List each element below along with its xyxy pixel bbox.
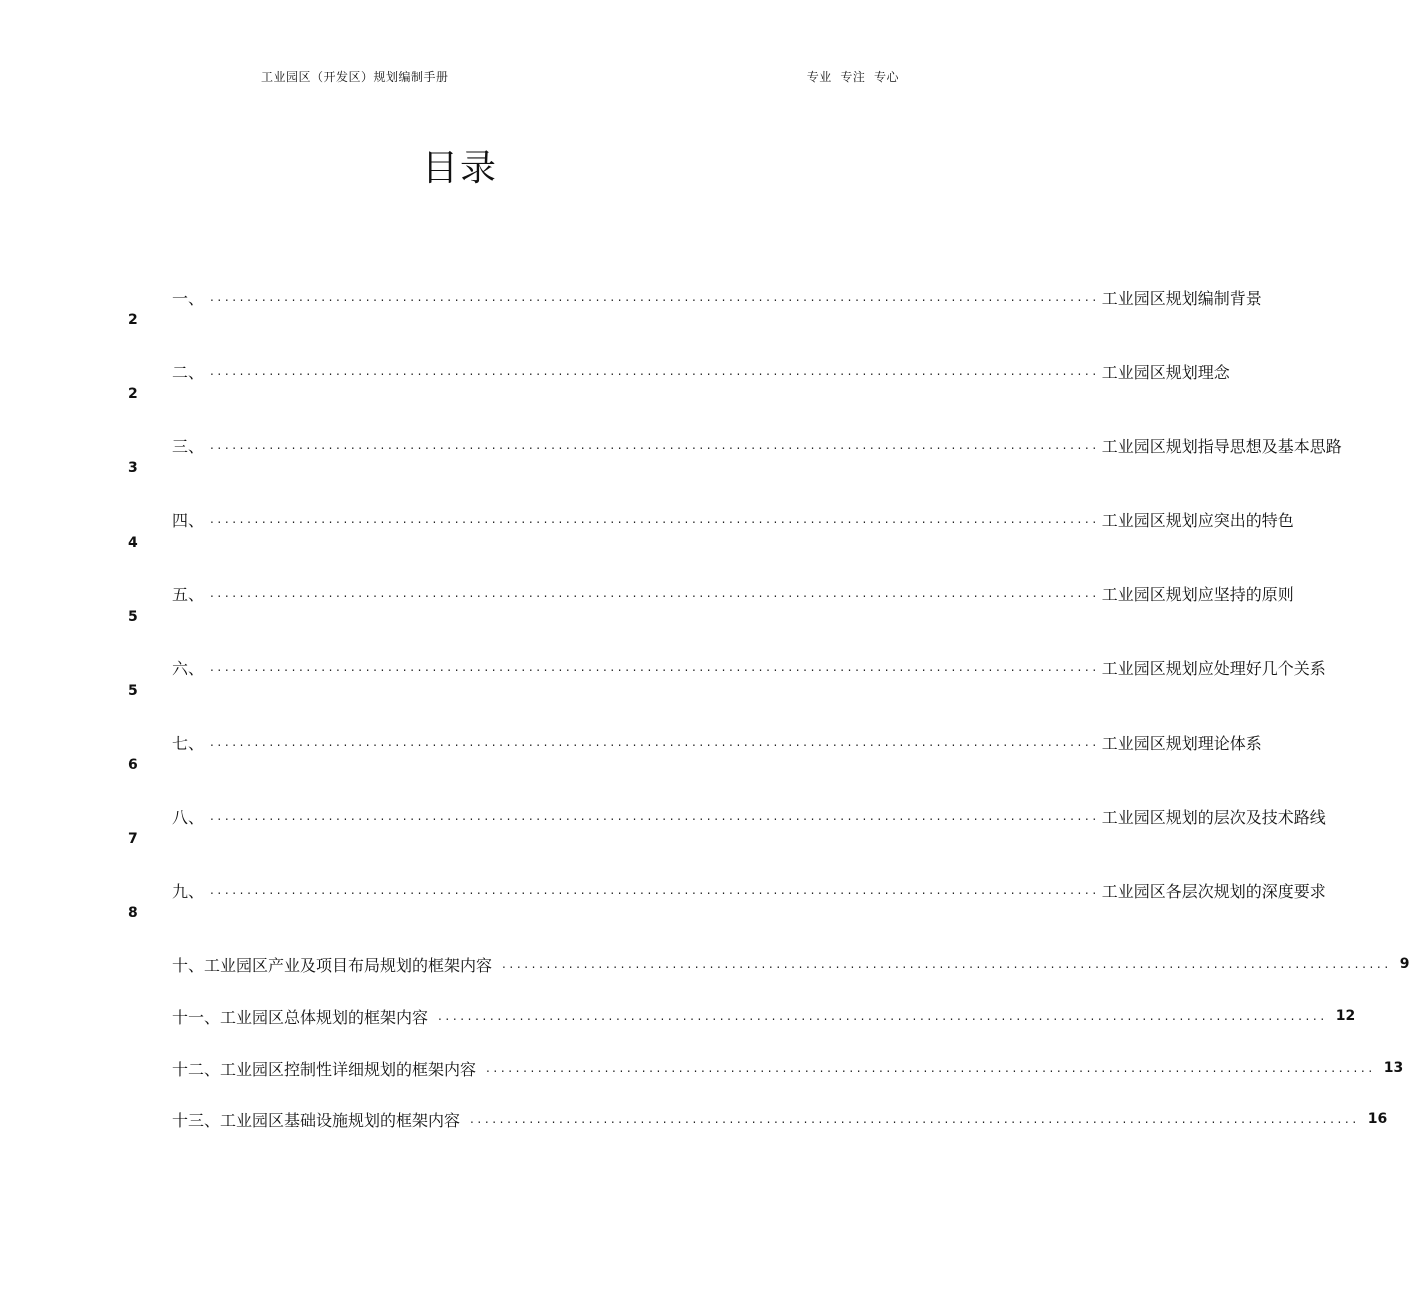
toc-entry-title: 工业园区规划理念	[1101, 362, 1230, 382]
toc-entry-page-number: 6	[128, 757, 138, 773]
toc-dot-leader: ........................................................................................................................	[486, 1061, 1376, 1075]
toc-entry[interactable]	[172, 876, 1326, 904]
toc-entry-title: 工业园区规划理论体系	[1101, 733, 1262, 753]
toc-entry[interactable]	[172, 357, 1230, 385]
toc-dot-leader: ........................................................................................................................	[210, 809, 1100, 823]
toc-entry-number: 七、	[172, 733, 205, 753]
toc-entry-number: 三、	[172, 436, 205, 456]
toc-entry[interactable]	[172, 431, 1342, 459]
toc-dot-leader: ........................................................................................................................	[502, 957, 1392, 971]
toc-entry-page-number: 5	[128, 609, 138, 625]
toc-entry-number: 九、	[172, 881, 205, 901]
toc-entry-page-number: 9	[1399, 956, 1410, 972]
toc-entry-page-number: 16	[1367, 1111, 1388, 1127]
toc-entry-page-number: 7	[128, 831, 138, 847]
toc-entry[interactable]	[172, 1002, 1356, 1030]
toc-entry-number: 五、	[172, 584, 205, 604]
running-header-title: 工业园区（开发区）规划编制手册	[261, 70, 449, 84]
toc-entry-title: 工业园区规划指导思想及基本思路	[1101, 436, 1342, 456]
toc-entry[interactable]	[172, 1105, 1388, 1133]
toc-dot-leader: ........................................................................................................................	[210, 883, 1100, 897]
toc-entry-title: 十三、工业园区基础设施规划的框架内容	[172, 1110, 461, 1130]
toc-entry-number: 一、	[172, 288, 205, 308]
toc-dot-leader: ........................................................................................................................	[210, 364, 1100, 378]
toc-entry-number: 八、	[172, 807, 205, 827]
toc-dot-leader: ........................................................................................................................	[210, 660, 1100, 674]
running-header-slogan: 专业 专注 专心	[806, 70, 899, 84]
toc-entry[interactable]	[172, 653, 1326, 681]
toc-dot-leader: ........................................................................................................................	[210, 438, 1100, 452]
toc-entry-title: 工业园区规划应处理好几个关系	[1101, 658, 1326, 678]
toc-dot-leader: ........................................................................................................................	[438, 1009, 1328, 1023]
toc-entry-page-number: 12	[1335, 1008, 1356, 1024]
toc-entry-title: 工业园区规划编制背景	[1101, 288, 1262, 308]
toc-entry-page-number: 4	[128, 535, 138, 551]
toc-entry-number: 六、	[172, 658, 205, 678]
toc-entry-title: 十、工业园区产业及项目布局规划的框架内容	[172, 955, 493, 975]
toc-entry-title: 工业园区各层次规划的深度要求	[1101, 881, 1326, 901]
toc-entry[interactable]	[172, 950, 1410, 978]
toc-entry[interactable]	[172, 505, 1294, 533]
toc-entry[interactable]	[172, 283, 1262, 311]
toc-entry-title: 工业园区规划应突出的特色	[1101, 510, 1294, 530]
toc-entry-page-number: 13	[1383, 1060, 1404, 1076]
toc-entry[interactable]	[172, 728, 1262, 756]
page-title: 目录	[421, 148, 498, 189]
toc-dot-leader: ........................................................................................................................	[210, 735, 1100, 749]
toc-entry-page-number: 8	[128, 905, 138, 921]
toc-entry[interactable]	[172, 579, 1294, 607]
toc-entry-page-number: 2	[128, 312, 138, 328]
toc-entry-page-number: 5	[128, 683, 138, 699]
toc-dot-leader: ........................................................................................................................	[210, 512, 1100, 526]
toc-entry-title: 工业园区规划应坚持的原则	[1101, 584, 1294, 604]
toc-entry[interactable]	[172, 802, 1326, 830]
toc-entry-page-number: 3	[128, 460, 138, 476]
toc-entry-number: 二、	[172, 362, 205, 382]
toc-dot-leader: ........................................................................................................................	[470, 1112, 1360, 1126]
toc-entry-title: 工业园区规划的层次及技术路线	[1101, 807, 1326, 827]
toc-entry-title: 十二、工业园区控制性详细规划的框架内容	[172, 1059, 477, 1079]
toc-entry-title: 十一、工业园区总体规划的框架内容	[172, 1007, 429, 1027]
toc-dot-leader: ........................................................................................................................	[210, 290, 1100, 304]
toc-entry[interactable]	[172, 1054, 1404, 1082]
toc-entry-page-number: 2	[128, 386, 138, 402]
toc-entry-number: 四、	[172, 510, 205, 530]
toc-dot-leader: ........................................................................................................................	[210, 586, 1100, 600]
